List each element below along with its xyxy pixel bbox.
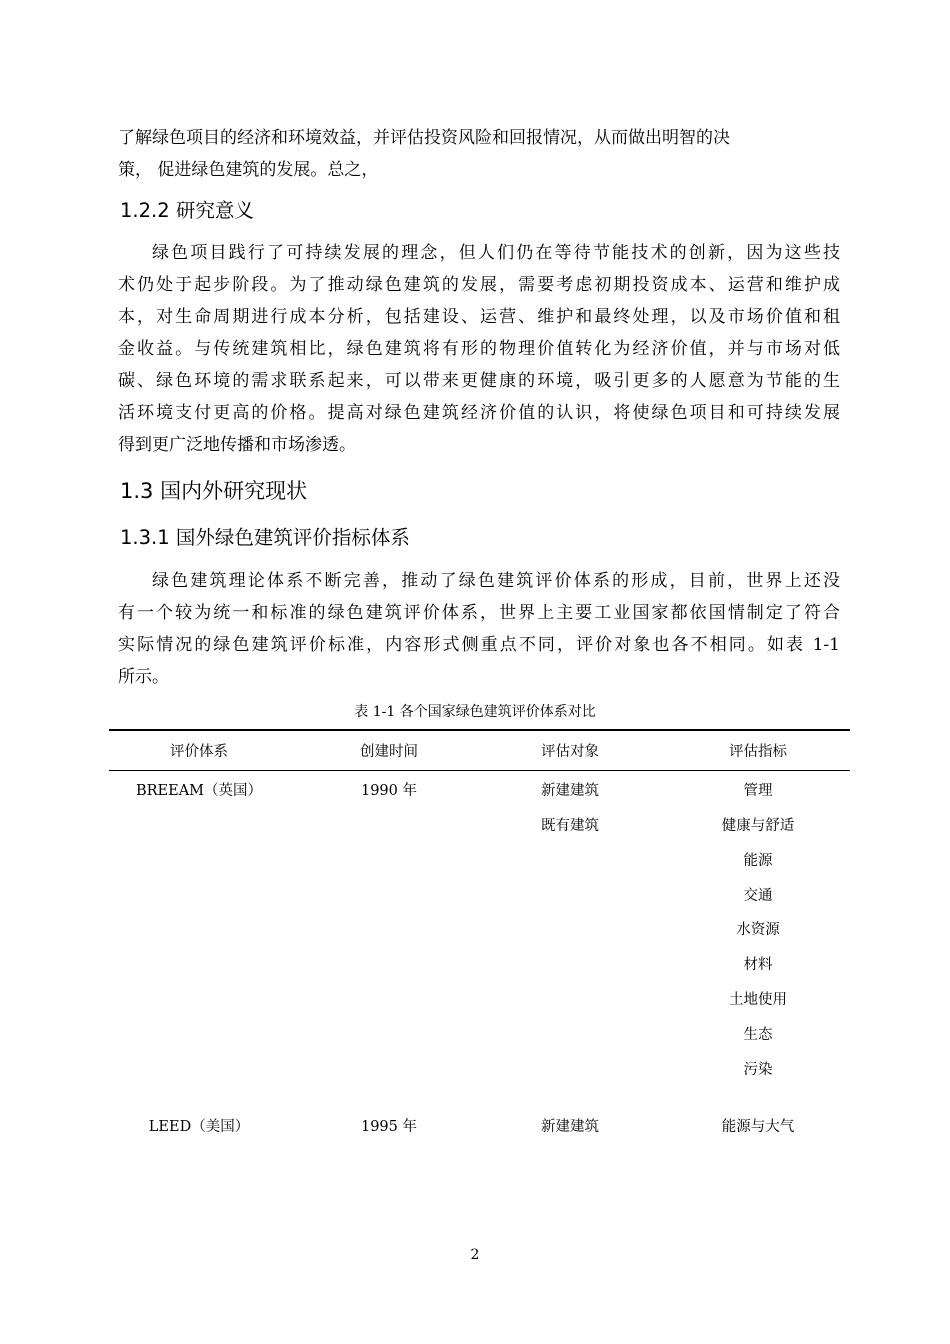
- table-cell-indicator: 管理: [743, 783, 773, 799]
- table-cell-indicator: 健康与舒适: [721, 818, 795, 834]
- section-heading-1-2-2: 1.2.2 研究意义: [120, 199, 254, 222]
- text-line: 所示。: [118, 667, 169, 687]
- text-line: 本，对生命周期进行成本分析，包括建设、运营、维护和最终处理，以及市场价值和租: [118, 307, 840, 327]
- table-cell-indicator: 交通: [743, 888, 773, 904]
- text-line: 了解绿色项目的经济和环境效益，并评估投资风险和回报情况，从而做出明智的决: [118, 128, 730, 148]
- intro-paragraph: [118, 122, 840, 186]
- table-cell-indicator: 生态: [743, 1027, 773, 1043]
- table-cell-indicator: 污染: [743, 1062, 773, 1078]
- table-cell-indicator: 材料: [743, 957, 773, 973]
- text-line: 实际情况的绿色建筑评价标准，内容形式侧重点不同，评价对象也各不相同。如表 1-1: [118, 635, 840, 655]
- table-cell-indicator: 水资源: [736, 922, 780, 938]
- paragraph-research-significance: [118, 237, 840, 461]
- table-top-rule: [109, 729, 850, 731]
- table-cell-object: 新建建筑: [541, 783, 599, 799]
- page-number: 2: [470, 1247, 480, 1263]
- section-heading-1-3: 1.3 国内外研究现状: [120, 479, 308, 503]
- table-cell-indicator: 能源: [743, 853, 773, 869]
- text-line: 有一个较为统一和标准的绿色建筑评价体系，世界上主要工业国家都依国情制定了符合: [118, 603, 840, 623]
- text-line: 金收益。与传统建筑相比，绿色建筑将有形的物理价值转化为经济价值，并与市场对低: [118, 339, 840, 359]
- text-line: 碳、绿色环境的需求联系起来，可以带来更健康的环境，吸引更多的人愿意为节能的生: [118, 371, 840, 391]
- table-header-rule: [109, 770, 850, 771]
- section-heading-1-3-1: 1.3.1 国外绿色建筑评价指标体系: [120, 526, 410, 549]
- table-caption: 表 1-1 各个国家绿色建筑评价体系对比: [354, 704, 596, 720]
- text-line: 术仍处于起步阶段。为了推动绿色建筑的发展，需要考虑初期投资成本、运营和维护成: [118, 275, 840, 295]
- table-cell-object: 既有建筑: [541, 818, 599, 834]
- table-cell-indicator: 能源与大气: [721, 1119, 795, 1135]
- table-cell-system: BREEAM（英国）: [135, 783, 263, 799]
- table-cell-year: 1995 年: [360, 1119, 417, 1135]
- table-cell-object: 新建建筑: [541, 1119, 599, 1135]
- table-cell-indicator: 土地使用: [729, 992, 787, 1008]
- text-line: 绿色建筑理论体系不断完善，推动了绿色建筑评价体系的形成，目前，世界上还没: [152, 571, 840, 591]
- text-line: 活环境支付更高的价格。提高对绿色建筑经济价值的认识，将使绿色项目和可持续发展: [118, 403, 840, 423]
- table-cell-system: LEED（美国）: [148, 1119, 250, 1135]
- paragraph-foreign-evaluation: [118, 565, 840, 693]
- text-line: 绿色项目践行了可持续发展的理念，但人们仍在等待节能技术的创新，因为这些技: [152, 243, 840, 263]
- table-header-cell: 评估指标: [729, 744, 787, 760]
- table-header-cell: 评估对象: [541, 744, 599, 760]
- table-cell-year: 1990 年: [360, 783, 417, 799]
- table-header-cell: 创建时间: [360, 744, 418, 760]
- text-line: 策， 促进绿色建筑的发展。总之，: [118, 160, 379, 180]
- text-line: 得到更广泛地传播和市场渗透。: [118, 435, 356, 455]
- table-header-cell: 评价体系: [170, 744, 228, 760]
